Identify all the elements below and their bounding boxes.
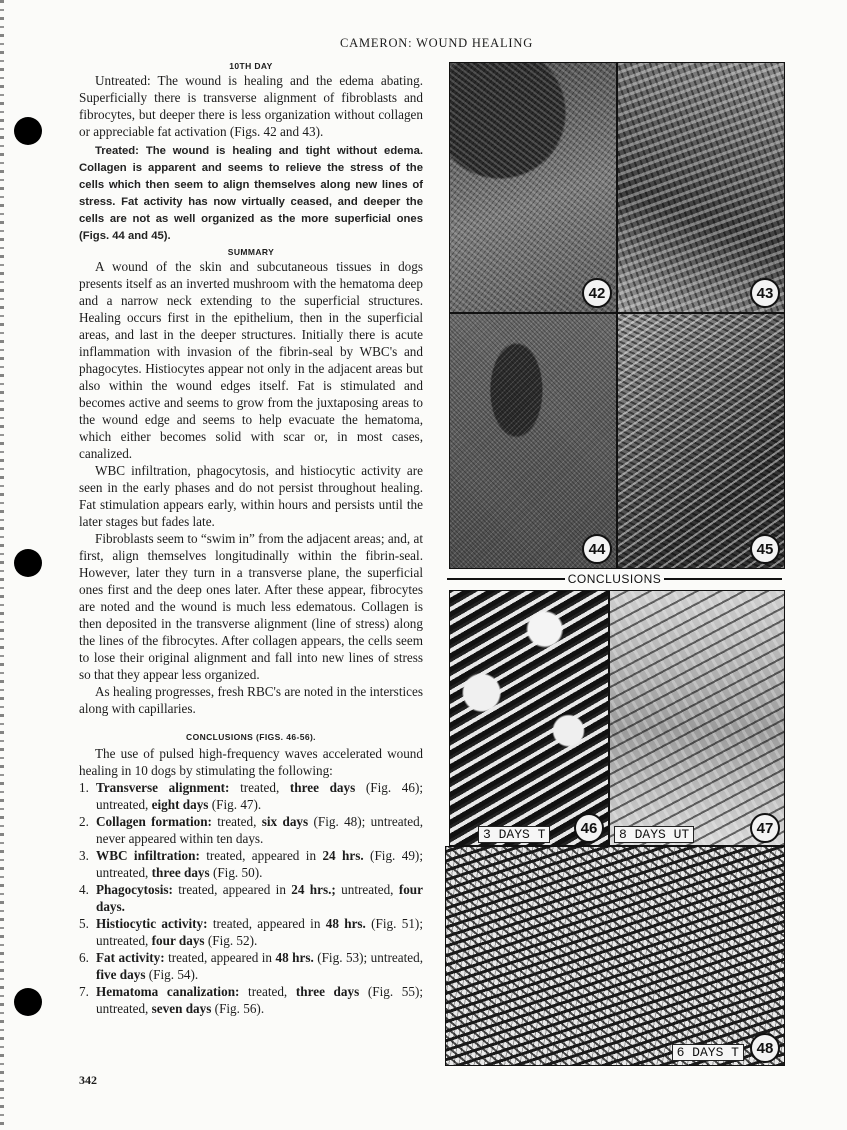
conclusion-text-b: (Fig. 48); untreated, never appeared within ten days. xyxy=(96,814,423,846)
figure-47-number: 47 xyxy=(750,813,780,843)
conclusion-bold-c: four days xyxy=(151,933,205,948)
heading-summary: SUMMARY xyxy=(227,247,275,257)
conclusion-text-b: untreated, xyxy=(335,882,399,897)
conclusion-text-a: treated, appeared in xyxy=(207,916,326,931)
conclusion-bold-c: three days xyxy=(151,865,210,880)
conclusion-num: 5. xyxy=(79,916,89,931)
figure-46-caption: 3 DAYS T xyxy=(478,826,550,843)
conclusion-text-b: (Fig. 55); untreated, xyxy=(96,984,424,1016)
conclusion-text-c: (Fig. 54). xyxy=(145,967,199,982)
conclusion-item xyxy=(79,915,423,949)
figure-48-number: 48 xyxy=(750,1033,780,1063)
conclusion-term: Collagen formation: xyxy=(96,814,212,829)
conclusion-term: Fat activity: xyxy=(96,950,165,965)
conclusion-text-a: treated, appeared in xyxy=(199,848,323,863)
figure-42-micrograph xyxy=(449,62,617,313)
binder-hole-bottom xyxy=(14,988,42,1016)
summary-paragraph-4: As healing progresses, fresh RBC's are noted in the interstices along with capillaries. xyxy=(79,684,423,716)
conclusion-bold-b: 24 hrs. xyxy=(322,848,364,863)
conclusion-text-b: (Fig. 49); untreated, xyxy=(96,848,423,880)
figure-43-micrograph xyxy=(617,62,785,313)
figure-44-number: 44 xyxy=(582,534,612,564)
divider-rule-left xyxy=(447,578,565,580)
summary-paragraph-3: Fibroblasts seem to “swim in” from the adjacent areas; and, at first, align themselves longitudinally within the fibrin-seal. However, later they turn in a transverse plane, the superficial ones first and the deep ones later. After these appear, fibrocytes are noted and the wound is much less edematous. Collagen is then deposited in the transverse alignment (line of stress) along the lines of the fibrocytes. After collagen appears, the cells seem to lose their original alignment and fall into new lines of stress so that they appear less organized. xyxy=(79,531,423,682)
conclusion-item xyxy=(79,949,423,983)
figure-48-caption: 6 DAYS T xyxy=(672,1044,744,1061)
conclusion-text-c: (Fig. 50). xyxy=(209,865,263,880)
conclusion-term: Histiocytic activity: xyxy=(96,916,208,931)
conclusion-item xyxy=(79,881,423,915)
figure-44-micrograph xyxy=(449,313,617,569)
conclusion-term: Hematoma canalization: xyxy=(96,984,240,999)
conclusion-num: 4. xyxy=(79,882,89,897)
conclusion-bold-b: 48 hrs. xyxy=(275,950,314,965)
heading-conclusions: CONCLUSIONS (FIGS. 46-56). xyxy=(186,732,316,742)
conclusion-text-b: (Fig. 53); untreated, xyxy=(313,950,423,965)
conclusion-bold-b: three days xyxy=(295,984,360,999)
untreated-paragraph: Untreated: The wound is healing and the edema abating. Superficially there is transverse alignment of fibroblasts and fibrocytes, but deeper there is less organization without collagen or appreciable fat activation (Figs. 42 and 43). xyxy=(79,73,423,139)
conclusion-item xyxy=(79,813,423,847)
conclusion-bold-b: 24 hrs.; xyxy=(291,882,336,897)
conclusion-num: 1. xyxy=(79,780,89,795)
conclusion-text-a: treated, appeared in xyxy=(172,882,292,897)
conclusion-num: 3. xyxy=(79,848,89,863)
divider-label: CONCLUSIONS xyxy=(567,572,662,586)
conclusion-bold-b: 48 hrs. xyxy=(325,916,366,931)
conclusion-text-b: (Fig. 46); untreated, xyxy=(96,780,424,812)
conclusions-list xyxy=(79,779,423,1017)
conclusion-text-b: (Fig. 51); untreated, xyxy=(96,916,423,948)
running-head: CAMERON: WOUND HEALING xyxy=(340,36,534,50)
conclusion-text-c: (Fig. 47). xyxy=(208,797,262,812)
figure-48-micrograph xyxy=(445,846,785,1066)
figure-45-micrograph xyxy=(617,313,785,569)
conclusion-text-a: treated, appeared in xyxy=(164,950,276,965)
conclusion-text-a: treated, xyxy=(211,814,262,829)
conclusion-bold-c: four days. xyxy=(96,882,423,914)
binder-hole-top xyxy=(14,117,42,145)
conclusion-term: WBC infiltration: xyxy=(96,848,200,863)
conclusion-bold-b: six days xyxy=(261,814,309,829)
figure-47-micrograph xyxy=(609,590,785,846)
conclusion-num: 2. xyxy=(79,814,89,829)
conclusion-text-a: treated, xyxy=(229,780,290,795)
treated-paragraph: Treated: The wound is healing and tight without edema. Collagen is apparent and seems to relieve the stress of the cells which then seem to align themselves along new lines of stress. Fat activity has now virtually ceased, and deeper the cells are not as well organized as the more superficial ones (Figs. 44 and 45). xyxy=(79,145,423,242)
conclusions-intro: The use of pulsed high-frequency waves accelerated wound healing in 10 dogs by stimulating the following: xyxy=(79,746,423,778)
conclusion-item xyxy=(79,847,423,881)
divider-rule-right xyxy=(664,578,782,580)
scan-edge-artifact xyxy=(0,0,4,1130)
text-column xyxy=(79,60,423,1017)
figure-46-micrograph xyxy=(449,590,609,846)
figure-43-number: 43 xyxy=(750,278,780,308)
conclusion-bold-c: five days xyxy=(96,967,146,982)
conclusion-bold-b: three days xyxy=(289,780,356,795)
conclusion-term: Phagocytosis: xyxy=(96,882,173,897)
page-number: 342 xyxy=(79,1073,97,1087)
summary-paragraph-2: WBC infiltration, phagocytosis, and histiocytic activity are seen in the early phases and do not persist throughout healing. Fat stimulation appears early, within hours and persists until the later stages but fades late. xyxy=(79,463,423,529)
conclusion-num: 6. xyxy=(79,950,89,965)
conclusions-divider xyxy=(447,572,782,586)
heading-10th-day: 10TH DAY xyxy=(229,61,273,71)
conclusion-text-a: treated, xyxy=(239,984,296,999)
figure-46-number: 46 xyxy=(574,813,604,843)
conclusion-bold-c: seven days xyxy=(151,1001,212,1016)
conclusion-bold-c: eight days xyxy=(151,797,209,812)
binder-hole-middle xyxy=(14,549,42,577)
figure-42-number: 42 xyxy=(582,278,612,308)
summary-paragraph-1: A wound of the skin and subcutaneous tissues in dogs presents itself as an inverted mushroom with the hematoma deep and a narrow neck extending to the superficial structures. Healing occurs first in the epithelium, then in the superficial areas, and last in the deeper structures. Initially there is acute inflammation with invasion of the fibrin-seal by WBC's and phagocytes. Histiocytes appear not only in the adjacent areas but also within the wound edges itself. Fat is stimulated and becomes active and seems to grow from the juxtaposing areas to the wound edge and seems to help evacuate the hematoma, which either becomes solid with scar or, in most cases, canalized. xyxy=(79,259,423,461)
conclusion-item xyxy=(79,983,423,1017)
conclusion-item xyxy=(79,779,423,813)
conclusion-term: Transverse alignment: xyxy=(96,780,230,795)
figure-45-number: 45 xyxy=(750,534,780,564)
conclusion-text-c: (Fig. 56). xyxy=(211,1001,265,1016)
figure-47-caption: 8 DAYS UT xyxy=(614,826,694,843)
conclusion-text-c: (Fig. 52). xyxy=(204,933,258,948)
conclusion-num: 7. xyxy=(79,984,89,999)
